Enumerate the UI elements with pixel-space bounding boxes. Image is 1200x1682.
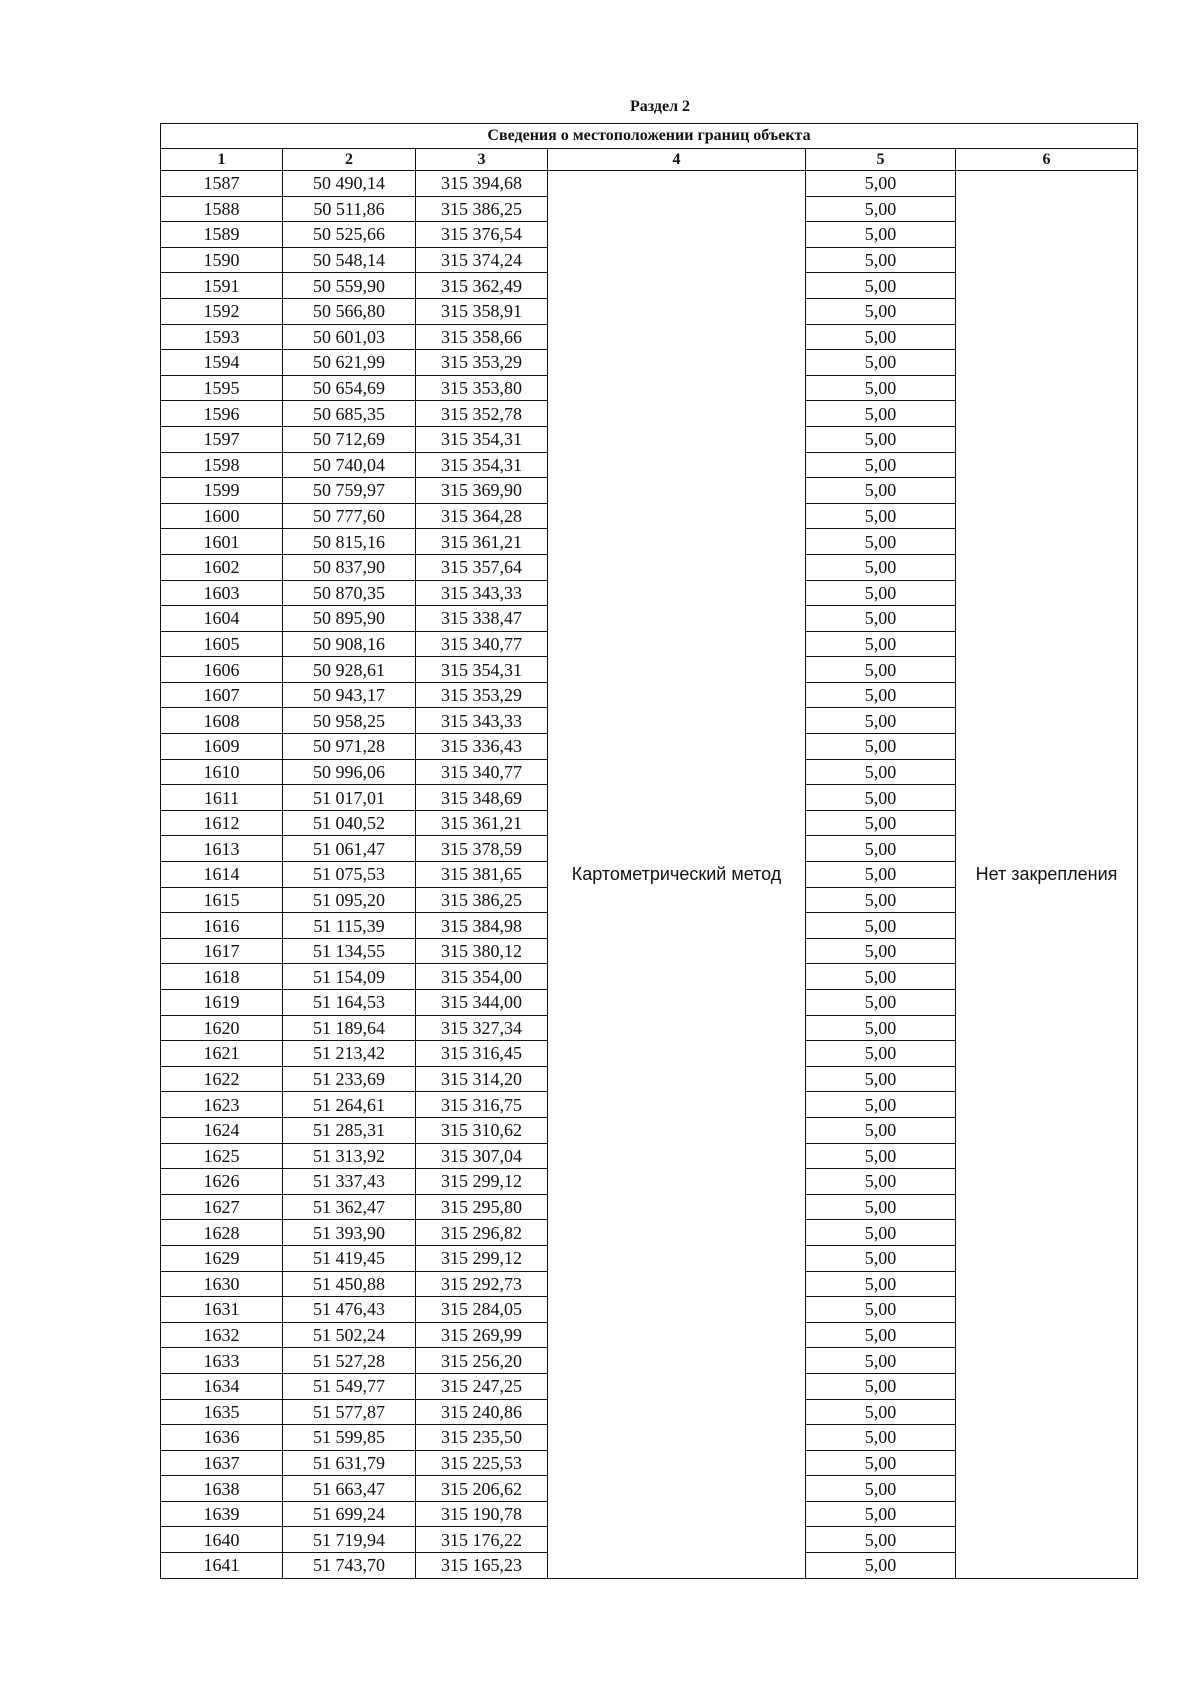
y-coordinate-cell: 315 384,98 (416, 913, 548, 939)
point-number-cell: 1632 (161, 1322, 283, 1348)
accuracy-cell: 5,00 (806, 401, 956, 427)
accuracy-cell: 5,00 (806, 554, 956, 580)
point-number-cell: 1598 (161, 452, 283, 478)
x-coordinate-cell: 51 663,47 (283, 1476, 416, 1502)
point-number-cell: 1609 (161, 734, 283, 760)
y-coordinate-cell: 315 225,53 (416, 1450, 548, 1476)
y-coordinate-cell: 315 361,21 (416, 529, 548, 555)
point-number-cell: 1617 (161, 938, 283, 964)
x-coordinate-cell: 50 601,03 (283, 324, 416, 350)
x-coordinate-cell: 50 559,90 (283, 273, 416, 299)
x-coordinate-cell: 51 337,43 (283, 1169, 416, 1195)
point-number-cell: 1610 (161, 759, 283, 785)
y-coordinate-cell: 315 352,78 (416, 401, 548, 427)
y-coordinate-cell: 315 247,25 (416, 1373, 548, 1399)
accuracy-cell: 5,00 (806, 171, 956, 197)
point-number-cell: 1630 (161, 1271, 283, 1297)
x-coordinate-cell: 51 040,52 (283, 810, 416, 836)
x-coordinate-cell: 51 527,28 (283, 1348, 416, 1374)
accuracy-cell: 5,00 (806, 1245, 956, 1271)
x-coordinate-cell: 51 599,85 (283, 1425, 416, 1451)
point-number-cell: 1599 (161, 478, 283, 504)
method-cell: Картометрический метод (548, 171, 806, 1579)
point-number-cell: 1602 (161, 554, 283, 580)
accuracy-cell: 5,00 (806, 1399, 956, 1425)
x-coordinate-cell: 51 743,70 (283, 1553, 416, 1579)
accuracy-cell: 5,00 (806, 938, 956, 964)
x-coordinate-cell: 50 566,80 (283, 298, 416, 324)
y-coordinate-cell: 315 354,31 (416, 452, 548, 478)
accuracy-cell: 5,00 (806, 1041, 956, 1067)
x-coordinate-cell: 51 264,61 (283, 1092, 416, 1118)
point-number-cell: 1593 (161, 324, 283, 350)
x-coordinate-cell: 51 631,79 (283, 1450, 416, 1476)
point-number-cell: 1631 (161, 1297, 283, 1323)
point-number-cell: 1621 (161, 1041, 283, 1067)
column-number-4: 4 (548, 149, 806, 171)
y-coordinate-cell: 315 343,33 (416, 708, 548, 734)
y-coordinate-cell: 315 340,77 (416, 631, 548, 657)
accuracy-cell: 5,00 (806, 375, 956, 401)
y-coordinate-cell: 315 256,20 (416, 1348, 548, 1374)
boundary-coordinates-table (160, 123, 1138, 1579)
x-coordinate-cell: 51 393,90 (283, 1220, 416, 1246)
point-number-cell: 1600 (161, 503, 283, 529)
point-number-cell: 1614 (161, 862, 283, 888)
y-coordinate-cell: 315 344,00 (416, 990, 548, 1016)
column-number-2: 2 (283, 149, 416, 171)
y-coordinate-cell: 315 296,82 (416, 1220, 548, 1246)
x-coordinate-cell: 51 450,88 (283, 1271, 416, 1297)
y-coordinate-cell: 315 327,34 (416, 1015, 548, 1041)
accuracy-cell: 5,00 (806, 222, 956, 248)
point-number-cell: 1641 (161, 1553, 283, 1579)
x-coordinate-cell: 51 476,43 (283, 1297, 416, 1323)
accuracy-cell: 5,00 (806, 1476, 956, 1502)
accuracy-cell: 5,00 (806, 810, 956, 836)
accuracy-cell: 5,00 (806, 1297, 956, 1323)
point-number-cell: 1591 (161, 273, 283, 299)
point-number-cell: 1589 (161, 222, 283, 248)
accuracy-cell: 5,00 (806, 1501, 956, 1527)
point-number-cell: 1620 (161, 1015, 283, 1041)
point-number-cell: 1633 (161, 1348, 283, 1374)
x-coordinate-cell: 50 511,86 (283, 196, 416, 222)
y-coordinate-cell: 315 165,23 (416, 1553, 548, 1579)
y-coordinate-cell: 315 340,77 (416, 759, 548, 785)
y-coordinate-cell: 315 364,28 (416, 503, 548, 529)
point-number-cell: 1622 (161, 1066, 283, 1092)
y-coordinate-cell: 315 362,49 (416, 273, 548, 299)
accuracy-cell: 5,00 (806, 1553, 956, 1579)
accuracy-cell: 5,00 (806, 1066, 956, 1092)
y-coordinate-cell: 315 316,45 (416, 1041, 548, 1067)
y-coordinate-cell: 315 378,59 (416, 836, 548, 862)
point-number-cell: 1616 (161, 913, 283, 939)
accuracy-cell: 5,00 (806, 734, 956, 760)
accuracy-cell: 5,00 (806, 1117, 956, 1143)
point-number-cell: 1595 (161, 375, 283, 401)
accuracy-cell: 5,00 (806, 452, 956, 478)
accuracy-cell: 5,00 (806, 1169, 956, 1195)
accuracy-cell: 5,00 (806, 324, 956, 350)
accuracy-cell: 5,00 (806, 1015, 956, 1041)
y-coordinate-cell: 315 295,80 (416, 1194, 548, 1220)
x-coordinate-cell: 51 362,47 (283, 1194, 416, 1220)
point-number-cell: 1612 (161, 810, 283, 836)
accuracy-cell: 5,00 (806, 682, 956, 708)
x-coordinate-cell: 51 061,47 (283, 836, 416, 862)
accuracy-cell: 5,00 (806, 273, 956, 299)
x-coordinate-cell: 50 777,60 (283, 503, 416, 529)
table-row (161, 171, 1138, 197)
x-coordinate-cell: 50 895,90 (283, 606, 416, 632)
x-coordinate-cell: 50 621,99 (283, 350, 416, 376)
x-coordinate-cell: 51 189,64 (283, 1015, 416, 1041)
y-coordinate-cell: 315 354,31 (416, 426, 548, 452)
accuracy-cell: 5,00 (806, 1450, 956, 1476)
accuracy-cell: 5,00 (806, 836, 956, 862)
x-coordinate-cell: 51 134,55 (283, 938, 416, 964)
y-coordinate-cell: 315 348,69 (416, 785, 548, 811)
x-coordinate-cell: 50 548,14 (283, 247, 416, 273)
accuracy-cell: 5,00 (806, 478, 956, 504)
x-coordinate-cell: 50 740,04 (283, 452, 416, 478)
y-coordinate-cell: 315 235,50 (416, 1425, 548, 1451)
y-coordinate-cell: 315 338,47 (416, 606, 548, 632)
point-number-cell: 1605 (161, 631, 283, 657)
accuracy-cell: 5,00 (806, 298, 956, 324)
point-number-cell: 1596 (161, 401, 283, 427)
y-coordinate-cell: 315 374,24 (416, 247, 548, 273)
point-number-cell: 1628 (161, 1220, 283, 1246)
x-coordinate-cell: 51 285,31 (283, 1117, 416, 1143)
table-caption: Сведения о местоположении границ объекта (161, 124, 1138, 149)
y-coordinate-cell: 315 354,00 (416, 964, 548, 990)
accuracy-cell: 5,00 (806, 1092, 956, 1118)
y-coordinate-cell: 315 343,33 (416, 580, 548, 606)
fixing-cell: Нет закрепления (956, 171, 1138, 1579)
x-coordinate-cell: 51 549,77 (283, 1373, 416, 1399)
accuracy-cell: 5,00 (806, 1348, 956, 1374)
point-number-cell: 1637 (161, 1450, 283, 1476)
y-coordinate-cell: 315 358,66 (416, 324, 548, 350)
column-number-3: 3 (416, 149, 548, 171)
y-coordinate-cell: 315 307,04 (416, 1143, 548, 1169)
accuracy-cell: 5,00 (806, 708, 956, 734)
x-coordinate-cell: 51 502,24 (283, 1322, 416, 1348)
accuracy-cell: 5,00 (806, 990, 956, 1016)
accuracy-cell: 5,00 (806, 1194, 956, 1220)
x-coordinate-cell: 51 233,69 (283, 1066, 416, 1092)
x-coordinate-cell: 50 759,97 (283, 478, 416, 504)
x-coordinate-cell: 51 115,39 (283, 913, 416, 939)
y-coordinate-cell: 315 190,78 (416, 1501, 548, 1527)
accuracy-cell: 5,00 (806, 426, 956, 452)
accuracy-cell: 5,00 (806, 1425, 956, 1451)
y-coordinate-cell: 315 353,29 (416, 350, 548, 376)
accuracy-cell: 5,00 (806, 862, 956, 888)
y-coordinate-cell: 315 292,73 (416, 1271, 548, 1297)
y-coordinate-cell: 315 206,62 (416, 1476, 548, 1502)
y-coordinate-cell: 315 369,90 (416, 478, 548, 504)
point-number-cell: 1592 (161, 298, 283, 324)
y-coordinate-cell: 315 269,99 (416, 1322, 548, 1348)
y-coordinate-cell: 315 353,80 (416, 375, 548, 401)
x-coordinate-cell: 50 654,69 (283, 375, 416, 401)
accuracy-cell: 5,00 (806, 529, 956, 555)
y-coordinate-cell: 315 357,64 (416, 554, 548, 580)
accuracy-cell: 5,00 (806, 1220, 956, 1246)
x-coordinate-cell: 51 699,24 (283, 1501, 416, 1527)
point-number-cell: 1611 (161, 785, 283, 811)
accuracy-cell: 5,00 (806, 580, 956, 606)
point-number-cell: 1607 (161, 682, 283, 708)
y-coordinate-cell: 315 284,05 (416, 1297, 548, 1323)
point-number-cell: 1613 (161, 836, 283, 862)
y-coordinate-cell: 315 336,43 (416, 734, 548, 760)
x-coordinate-cell: 50 815,16 (283, 529, 416, 555)
point-number-cell: 1618 (161, 964, 283, 990)
point-number-cell: 1597 (161, 426, 283, 452)
point-number-cell: 1601 (161, 529, 283, 555)
x-coordinate-cell: 51 719,94 (283, 1527, 416, 1553)
y-coordinate-cell: 315 380,12 (416, 938, 548, 964)
x-coordinate-cell: 50 837,90 (283, 554, 416, 580)
accuracy-cell: 5,00 (806, 350, 956, 376)
point-number-cell: 1625 (161, 1143, 283, 1169)
y-coordinate-cell: 315 358,91 (416, 298, 548, 324)
x-coordinate-cell: 50 928,61 (283, 657, 416, 683)
accuracy-cell: 5,00 (806, 1143, 956, 1169)
y-coordinate-cell: 315 361,21 (416, 810, 548, 836)
x-coordinate-cell: 51 075,53 (283, 862, 416, 888)
accuracy-cell: 5,00 (806, 964, 956, 990)
y-coordinate-cell: 315 314,20 (416, 1066, 548, 1092)
column-number-6: 6 (956, 149, 1138, 171)
x-coordinate-cell: 51 313,92 (283, 1143, 416, 1169)
point-number-cell: 1639 (161, 1501, 283, 1527)
y-coordinate-cell: 315 386,25 (416, 887, 548, 913)
x-coordinate-cell: 50 908,16 (283, 631, 416, 657)
y-coordinate-cell: 315 299,12 (416, 1245, 548, 1271)
x-coordinate-cell: 51 419,45 (283, 1245, 416, 1271)
y-coordinate-cell: 315 394,68 (416, 171, 548, 197)
accuracy-cell: 5,00 (806, 247, 956, 273)
accuracy-cell: 5,00 (806, 196, 956, 222)
y-coordinate-cell: 315 240,86 (416, 1399, 548, 1425)
y-coordinate-cell: 315 176,22 (416, 1527, 548, 1553)
point-number-cell: 1594 (161, 350, 283, 376)
accuracy-cell: 5,00 (806, 1373, 956, 1399)
x-coordinate-cell: 50 870,35 (283, 580, 416, 606)
x-coordinate-cell: 51 017,01 (283, 785, 416, 811)
y-coordinate-cell: 315 316,75 (416, 1092, 548, 1118)
y-coordinate-cell: 315 353,29 (416, 682, 548, 708)
section-title: Раздел 2 (629, 98, 691, 115)
column-number-1: 1 (161, 149, 283, 171)
point-number-cell: 1604 (161, 606, 283, 632)
point-number-cell: 1638 (161, 1476, 283, 1502)
point-number-cell: 1619 (161, 990, 283, 1016)
point-number-cell: 1626 (161, 1169, 283, 1195)
table-body (161, 171, 1138, 1579)
x-coordinate-cell: 51 577,87 (283, 1399, 416, 1425)
point-number-cell: 1629 (161, 1245, 283, 1271)
point-number-cell: 1606 (161, 657, 283, 683)
point-number-cell: 1587 (161, 171, 283, 197)
x-coordinate-cell: 51 154,09 (283, 964, 416, 990)
x-coordinate-cell: 51 213,42 (283, 1041, 416, 1067)
accuracy-cell: 5,00 (806, 631, 956, 657)
point-number-cell: 1590 (161, 247, 283, 273)
accuracy-cell: 5,00 (806, 606, 956, 632)
x-coordinate-cell: 50 958,25 (283, 708, 416, 734)
point-number-cell: 1636 (161, 1425, 283, 1451)
accuracy-cell: 5,00 (806, 887, 956, 913)
y-coordinate-cell: 315 386,25 (416, 196, 548, 222)
point-number-cell: 1615 (161, 887, 283, 913)
x-coordinate-cell: 50 996,06 (283, 759, 416, 785)
x-coordinate-cell: 50 685,35 (283, 401, 416, 427)
x-coordinate-cell: 51 164,53 (283, 990, 416, 1016)
point-number-cell: 1588 (161, 196, 283, 222)
x-coordinate-cell: 50 971,28 (283, 734, 416, 760)
point-number-cell: 1634 (161, 1373, 283, 1399)
point-number-cell: 1627 (161, 1194, 283, 1220)
accuracy-cell: 5,00 (806, 1271, 956, 1297)
accuracy-cell: 5,00 (806, 913, 956, 939)
point-number-cell: 1623 (161, 1092, 283, 1118)
x-coordinate-cell: 50 712,69 (283, 426, 416, 452)
column-number-5: 5 (806, 149, 956, 171)
accuracy-cell: 5,00 (806, 785, 956, 811)
x-coordinate-cell: 50 490,14 (283, 171, 416, 197)
y-coordinate-cell: 315 299,12 (416, 1169, 548, 1195)
point-number-cell: 1608 (161, 708, 283, 734)
accuracy-cell: 5,00 (806, 503, 956, 529)
y-coordinate-cell: 315 310,62 (416, 1117, 548, 1143)
x-coordinate-cell: 50 525,66 (283, 222, 416, 248)
point-number-cell: 1635 (161, 1399, 283, 1425)
y-coordinate-cell: 315 376,54 (416, 222, 548, 248)
point-number-cell: 1640 (161, 1527, 283, 1553)
accuracy-cell: 5,00 (806, 759, 956, 785)
y-coordinate-cell: 315 354,31 (416, 657, 548, 683)
accuracy-cell: 5,00 (806, 1527, 956, 1553)
accuracy-cell: 5,00 (806, 1322, 956, 1348)
x-coordinate-cell: 50 943,17 (283, 682, 416, 708)
y-coordinate-cell: 315 381,65 (416, 862, 548, 888)
x-coordinate-cell: 51 095,20 (283, 887, 416, 913)
point-number-cell: 1624 (161, 1117, 283, 1143)
point-number-cell: 1603 (161, 580, 283, 606)
accuracy-cell: 5,00 (806, 657, 956, 683)
